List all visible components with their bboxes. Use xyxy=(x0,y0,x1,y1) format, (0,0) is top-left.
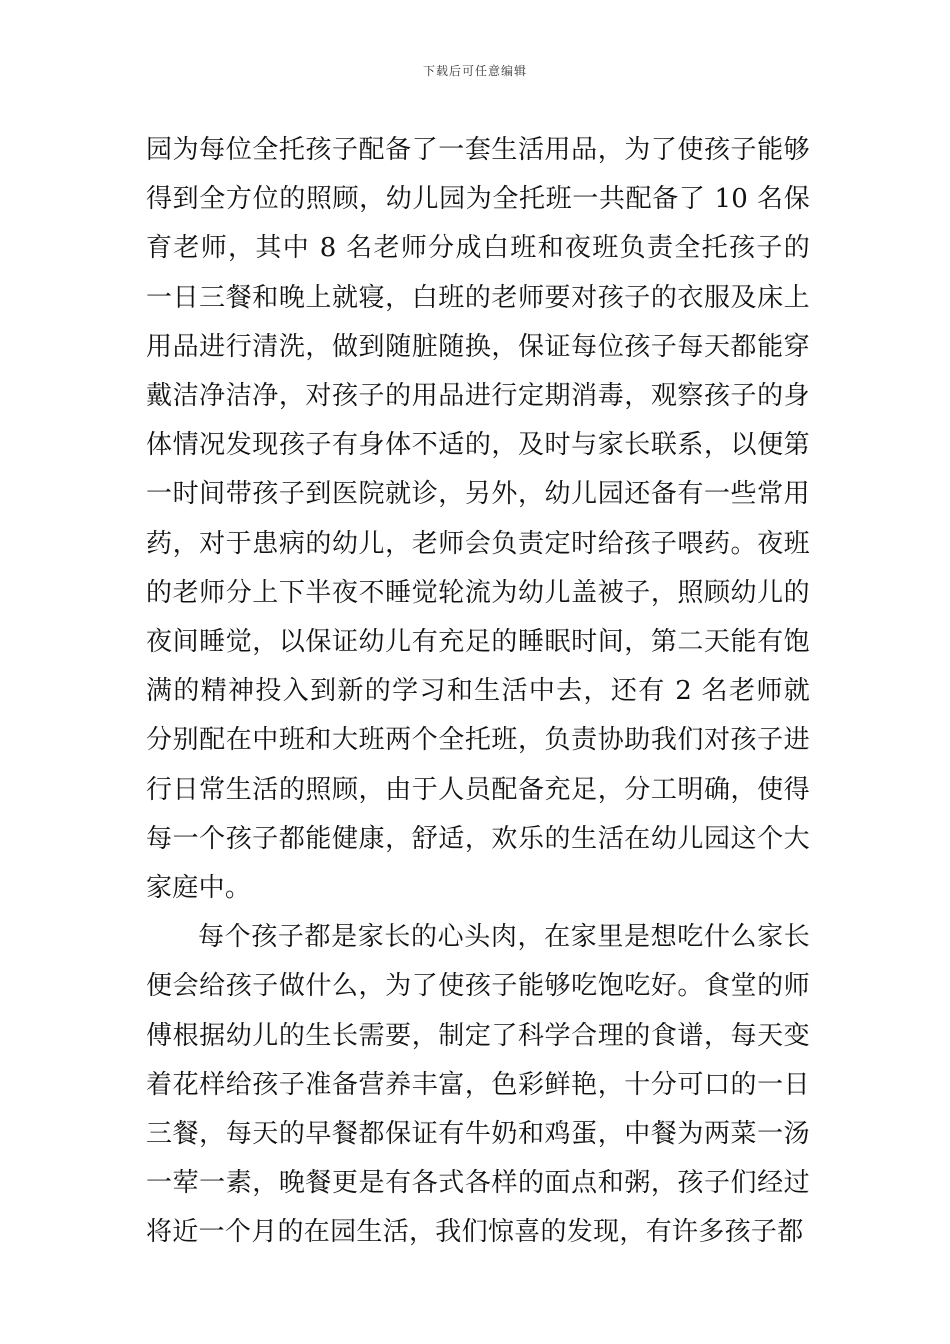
paragraph-2: 每个孩子都是家长的心头肉，在家里是想吃什么家长便会给孩子做什么，为了使孩子能够吃饱吃好。食堂的师傅根据幼儿的生长需要，制定了科学合理的食谱，每天变着花样给孩子准备营养丰富，色彩鲜艳，十分可口的一日三餐，每天的早餐都保证有牛奶和鸡蛋，中餐为两菜一汤一荤一素，晚餐更是有各式各样的面点和粥，孩子们经过将近一个月的在园生活，我们惊喜的发现，有许多孩子都 xyxy=(146,922,810,1248)
header-note: 下载后可任意编辑 xyxy=(422,64,527,78)
paragraph-1: 园为每位全托孩子配备了一套生活用品，为了使孩子能够得到全方位的照顾，幼儿园为全托班一共配备了 10 名保育老师，其中 8 名老师分成白班和夜班负责全托孩子的一日三餐和晚上就寝，白班的老师要对孩子的衣服及床上用品进行清洗，做到随脏随换，保证每位孩子每天都能穿戴洁净洁净，对孩子的用品进行定期消毒，观察孩子的身体情况发现孩子有身体不适的，及时与家长联系，以便第一时间带孩子到医院就诊，另外，幼儿园还备有一些常用药，对于患病的幼儿，老师会负责定时给孩子喂药。夜班的老师分上下半夜不睡觉轮流为幼儿盖被子，照顾幼儿的夜间睡觉，以保证幼儿有充足的睡眠时间，第二天能有饱满的精神投入到新的学习和生活中去，还有 2 名老师就分别配在中班和大班两个全托班，负责协助我们对孩子进行日常生活的照顾，由于人员配备充足，分工明确，使得每一个孩子都能健康，舒适，欢乐的生活在幼儿园这个大家庭中。 xyxy=(146,135,810,904)
document-body xyxy=(146,126,810,1258)
